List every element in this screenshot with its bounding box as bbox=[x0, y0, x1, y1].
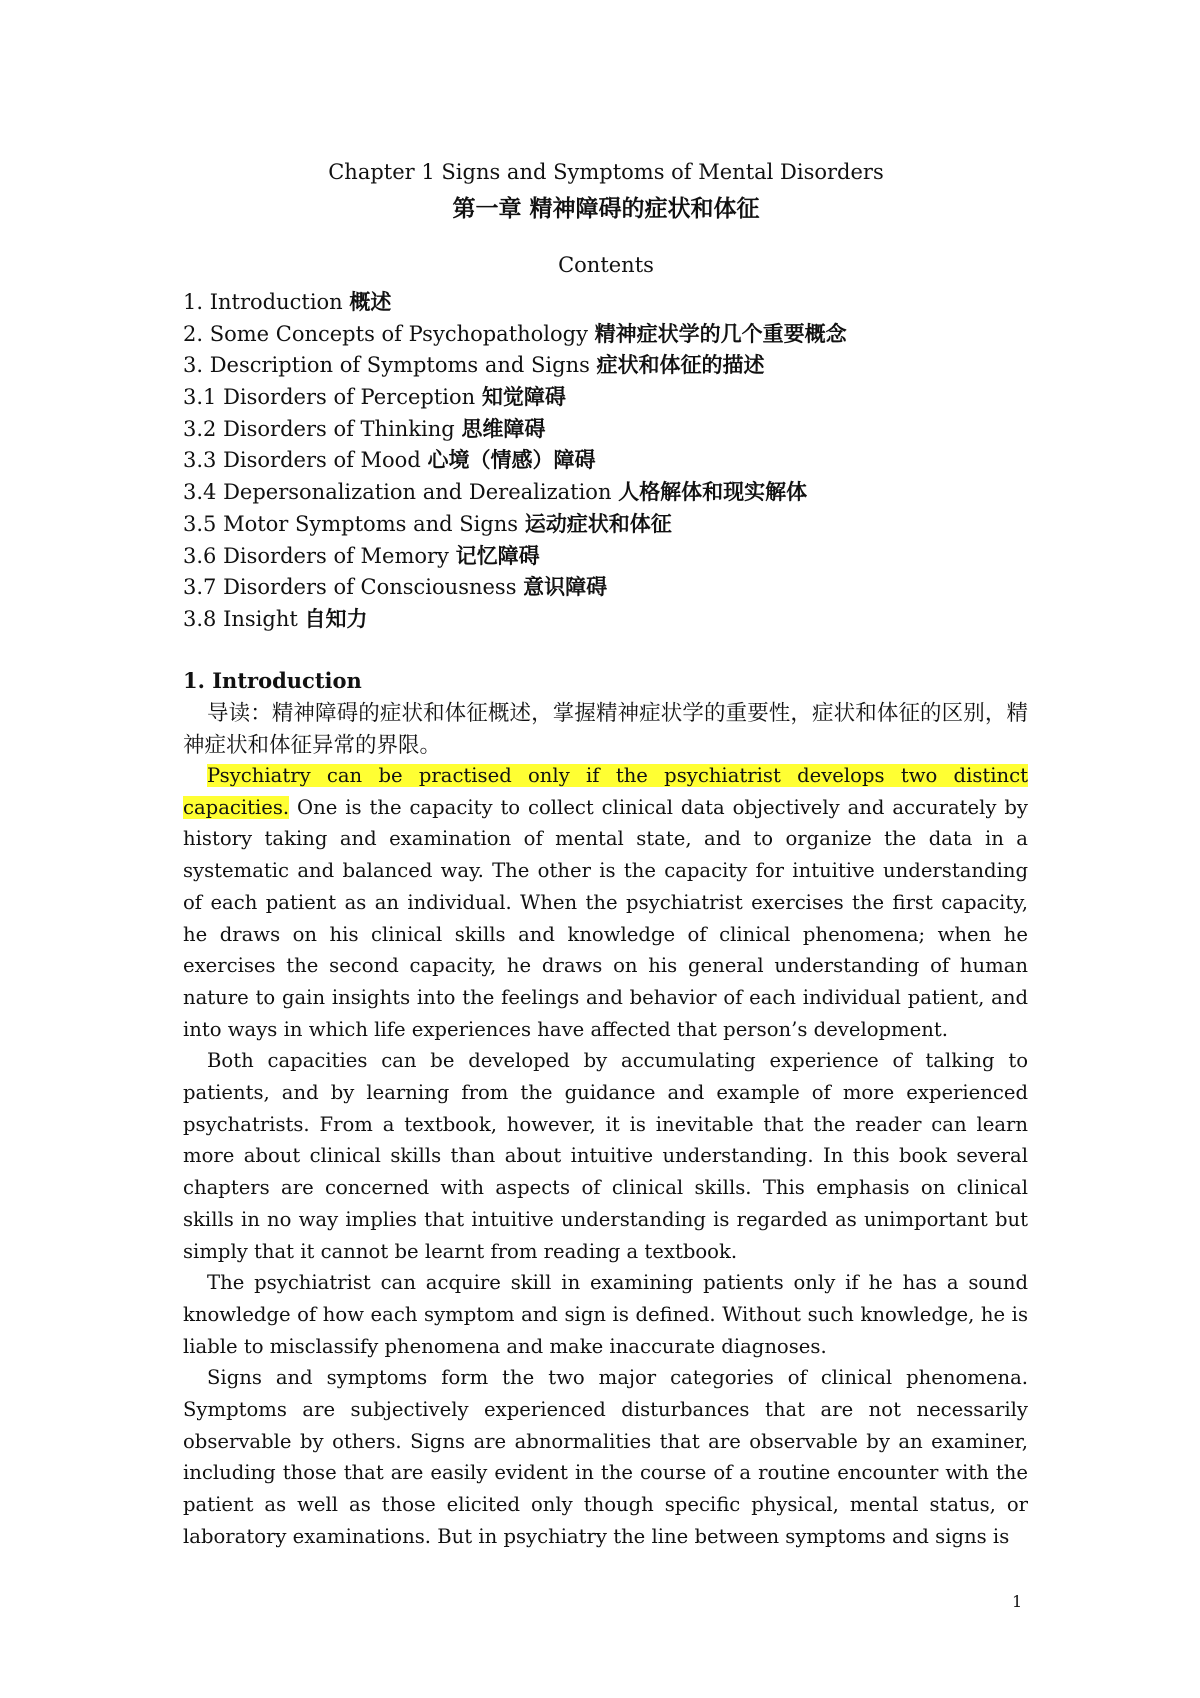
toc-item-en: 3.5 Motor Symptoms and Signs bbox=[183, 511, 525, 536]
toc-item bbox=[183, 508, 847, 540]
table-of-contents bbox=[183, 286, 847, 635]
toc-item-en: 3. Description of Symptoms and Signs bbox=[183, 353, 597, 378]
toc-item-en: 3.6 Disorders of Memory bbox=[183, 543, 456, 568]
toc-item-zh: 记忆障碍 bbox=[455, 542, 540, 568]
paragraph-text: One is the capacity to collect clinical data objectively and accurately by history taking and examination of mental state, and to organize the data in a systematic and balanced way. The other is the capacity for intuitive understanding of each patient as an individual. When the psychiatrist exercises the first capacity, he draws on his clinical skills and knowledge of clinical phenomena; when he exercises the second capacity, he draws on his general understanding of human nature to gain insights into the feelings and behavior of each individual patient, and into ways in which life experiences have affected that person’s development. bbox=[183, 795, 1028, 1041]
toc-item-zh: 知觉障碍 bbox=[481, 384, 566, 410]
toc-item-en: 3.3 Disorders of Mood bbox=[183, 448, 428, 473]
toc-item-en: 3.2 Disorders of Thinking bbox=[183, 416, 462, 441]
toc-item bbox=[183, 540, 847, 572]
page-number: 1 bbox=[1012, 1592, 1023, 1611]
toc-item bbox=[183, 444, 847, 476]
toc-item bbox=[183, 349, 847, 381]
toc-item bbox=[183, 381, 847, 413]
paragraph: Signs and symptoms form the two major categories of clinical phenomena. Symptoms are subjectively experienced disturbances that are not necessarily observable by others. Signs are abnormalities that are observable by an examiner, including those that are easily evident in the course of a routine encounter with the patient as well as those elicited only though specific physical, mental status, or laboratory examinations. But in psychiatry the line between symptoms and signs is bbox=[183, 1366, 1028, 1548]
body-text bbox=[183, 760, 1028, 1553]
toc-item-zh: 意识障碍 bbox=[523, 574, 608, 600]
chapter-title-zh: 第一章 精神障碍的症状和体征 bbox=[452, 195, 760, 222]
toc-item-en: 1. Introduction bbox=[183, 290, 350, 314]
paragraph bbox=[183, 760, 1028, 1045]
section-heading: 1. Introduction bbox=[183, 668, 362, 693]
toc-item-zh: 人格解体和现实解体 bbox=[618, 479, 808, 505]
toc-item-en: 3.1 Disorders of Perception bbox=[183, 385, 482, 410]
paragraph: The psychiatrist can acquire skill in examining patients only if he has a sound knowledge of how each symptom and sign is defined. Without such knowledge, he is liable to misclassify phenomena and make inaccurate diagnoses. bbox=[183, 1271, 1028, 1358]
toc-item-en: 3.8 Insight bbox=[183, 606, 305, 631]
toc-item bbox=[183, 571, 847, 603]
toc-item-zh: 思维障碍 bbox=[461, 415, 546, 441]
toc-item-en: 2. Some Concepts of Psychopathology bbox=[183, 321, 595, 346]
reading-guide-zh: 导读：精神障碍的症状和体征概述，掌握精神症状学的重要性，症状和体征的区别，精神症状和体征异常的界限。 bbox=[183, 701, 1028, 758]
toc-item-zh: 心境（情感）障碍 bbox=[427, 447, 596, 473]
toc-item bbox=[183, 603, 847, 635]
contents-heading: Contents bbox=[558, 253, 654, 277]
toc-item-zh: 精神症状学的几个重要概念 bbox=[594, 320, 847, 346]
toc-item-zh: 概述 bbox=[349, 289, 392, 314]
highlighted-sentence: Psychiatry can be practised only if the psychiatrist develops two distinct capacities. bbox=[183, 764, 1028, 819]
toc-item bbox=[183, 413, 847, 445]
toc-item-zh: 症状和体征的描述 bbox=[596, 352, 765, 378]
toc-item-en: 3.7 Disorders of Consciousness bbox=[183, 575, 524, 600]
toc-item-zh: 运动症状和体征 bbox=[524, 510, 672, 536]
paragraph: Both capacities can be developed by accumulating experience of talking to patients, and by learning from the guidance and example of more experienced psychatrists. From a textbook, however, it is inevitable that the reader can learn more about clinical skills than about intuitive understanding. In this book several chapters are concerned with aspects of clinical skills. This emphasis on clinical skills in no way implies that intuitive understanding is regarded as unimportant but simply that it cannot be learnt from reading a textbook. bbox=[183, 1049, 1028, 1263]
toc-item bbox=[183, 476, 847, 508]
toc-item bbox=[183, 318, 847, 350]
toc-item-en: 3.4 Depersonalization and Derealization bbox=[183, 480, 619, 505]
toc-item bbox=[183, 286, 847, 318]
toc-item-zh: 自知力 bbox=[304, 605, 368, 631]
chapter-title-en: Chapter 1 Signs and Symptoms of Mental Disorders bbox=[328, 160, 884, 184]
